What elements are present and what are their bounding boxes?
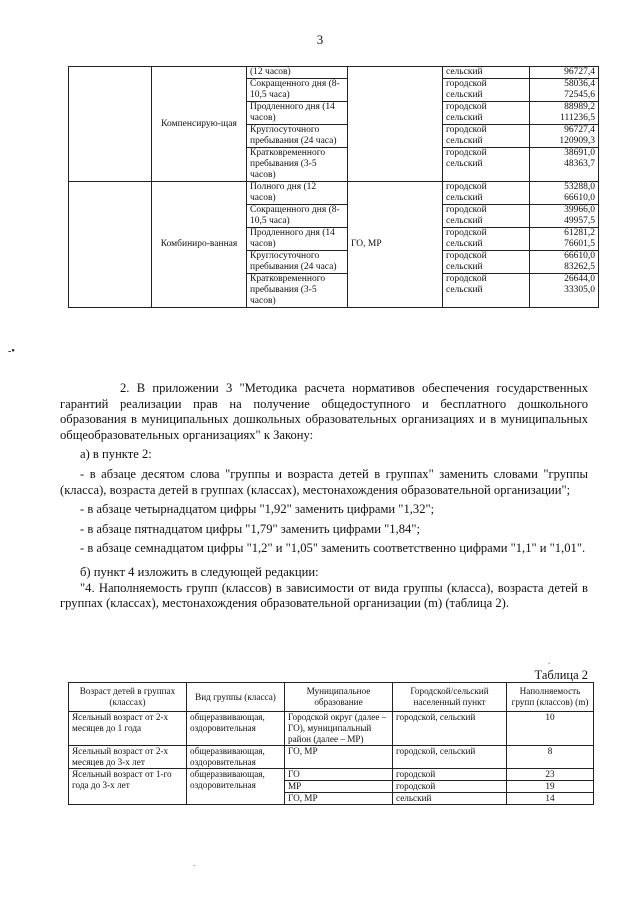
settlement-line: городской bbox=[446, 251, 487, 261]
occupancy-cell: 8 bbox=[507, 746, 594, 769]
value-cell bbox=[530, 251, 599, 274]
settlement-cell bbox=[443, 102, 530, 125]
settlement-line: городской bbox=[446, 79, 487, 89]
value-line: 39966,0 bbox=[564, 205, 595, 215]
mode-cell: Кратковременного пребывания (3-5 часов) bbox=[247, 274, 348, 308]
value-cell bbox=[530, 205, 599, 228]
value-line: 53288,0 bbox=[564, 182, 595, 192]
subpoint-a: а) в пункте 2: bbox=[80, 447, 152, 462]
mode-cell: Полного дня (12 часов) bbox=[247, 182, 348, 205]
table-row bbox=[69, 769, 594, 781]
blank-cell bbox=[69, 182, 152, 308]
settlement-line: сельский bbox=[446, 90, 483, 100]
table-row bbox=[69, 746, 594, 769]
subpoint-b: б) пункт 4 изложить в следующей редакции: bbox=[80, 564, 319, 579]
value-line: 33305,0 bbox=[564, 285, 595, 295]
age-cell: Ясельный возраст от 2-х месяцев до 3-х лет bbox=[69, 746, 187, 769]
municipal-cell: ГО, МР bbox=[348, 182, 443, 308]
settlement-line: городской bbox=[446, 228, 487, 238]
mode-cell: Продленного дня (14 часов) bbox=[247, 102, 348, 125]
settlement-line: сельский bbox=[446, 285, 483, 295]
mode-cell: Круглосуточного пребывания (24 часа) bbox=[247, 251, 348, 274]
settlement-cell: городской bbox=[393, 781, 507, 793]
value-cell bbox=[530, 79, 599, 102]
amendment-text bbox=[60, 381, 588, 612]
settlement-cell bbox=[443, 125, 530, 148]
settlement-cell bbox=[443, 228, 530, 251]
col-age: Возраст детей в группах (классах) bbox=[69, 683, 187, 712]
value-line: 61281,2 bbox=[564, 228, 595, 238]
scan-dot: . bbox=[193, 858, 196, 868]
municipal-cell: ГО bbox=[285, 769, 393, 781]
value-line: 26644,0 bbox=[564, 274, 595, 284]
kind-cell: общеразвивающая, оздоровительная bbox=[187, 769, 285, 805]
occupancy-table bbox=[68, 682, 594, 805]
kind-cell: общеразвивающая, оздоровительная bbox=[187, 712, 285, 746]
value-cell bbox=[530, 102, 599, 125]
age-cell: Ясельный возраст от 1-го года до 3-х лет bbox=[69, 769, 187, 805]
col-kind: Вид группы (класса) bbox=[187, 683, 285, 712]
occupancy-cell: 14 bbox=[507, 793, 594, 805]
margin-mark: -• bbox=[8, 346, 15, 357]
table-2-label: Таблица 2 bbox=[534, 668, 588, 682]
value-line: 38691,0 bbox=[564, 148, 595, 158]
settlement-line: сельский bbox=[446, 136, 483, 146]
col-occupancy: Наполняемость групп (классов) (m) bbox=[507, 683, 594, 712]
settlement-cell bbox=[443, 205, 530, 228]
amend-item-15: - в абзаце пятнадцатом цифры "1,79" заменить цифрами "1,84"; bbox=[80, 521, 420, 536]
value-line: 49957,5 bbox=[564, 216, 595, 226]
settlement-cell bbox=[443, 67, 530, 79]
occupancy-cell: 23 bbox=[507, 769, 594, 781]
value-line: 88989,2 bbox=[564, 102, 595, 112]
settlement-cell: сельский bbox=[393, 793, 507, 805]
value-line: 66610,0 bbox=[564, 193, 595, 203]
municipal-cell: МР bbox=[285, 781, 393, 793]
mode-cell: Сокращенного дня (8-10,5 часа) bbox=[247, 79, 348, 102]
blank-cell bbox=[69, 67, 152, 182]
municipal-cell bbox=[348, 67, 443, 182]
mode-cell: Кратковременного пребывания (3-5 часов) bbox=[247, 148, 348, 182]
amend-item-17: - в абзаце семнадцатом цифры "1,2" и "1,05" заменить соответственно цифрами "1,1" и "1,01". bbox=[80, 541, 586, 556]
settlement-line: сельский bbox=[446, 216, 483, 226]
occupancy-cell: 10 bbox=[507, 712, 594, 746]
value-cell bbox=[530, 274, 599, 308]
value-line: 120909,3 bbox=[559, 136, 595, 146]
value-line: 76601,5 bbox=[564, 239, 595, 249]
settlement-line: городской bbox=[446, 182, 487, 192]
settlement-line: городской bbox=[446, 125, 487, 135]
value-line: 96727,4 bbox=[564, 67, 595, 77]
settlement-cell bbox=[443, 79, 530, 102]
kind-cell: общеразвивающая, оздоровительная bbox=[187, 746, 285, 769]
settlement-line: сельский bbox=[446, 67, 483, 77]
settlement-cell: городской, сельский bbox=[393, 712, 507, 746]
value-line: 58036,4 bbox=[564, 79, 595, 89]
table-header-row bbox=[69, 683, 594, 712]
group-type-cell: Комбиниро-ванная bbox=[152, 182, 247, 308]
table-row bbox=[69, 182, 599, 205]
page-number: 3 bbox=[316, 32, 324, 47]
settlement-cell: городской bbox=[393, 769, 507, 781]
point-4-text: "4. Наполняемость групп (классов) в зависимости от вида группы (класса), возраста детей в группах (классах), местонахождения образовательной организации (m) (таблица 2). bbox=[60, 580, 588, 611]
mode-cell: (12 часов) bbox=[247, 67, 348, 79]
settlement-line: городской bbox=[446, 148, 487, 158]
mode-cell: Круглосуточного пребывания (24 часа) bbox=[247, 125, 348, 148]
mode-cell: Сокращенного дня (8-10,5 часа) bbox=[247, 205, 348, 228]
settlement-line: городской bbox=[446, 274, 487, 284]
value-line: 83262,5 bbox=[564, 262, 595, 272]
value-line: 111236,5 bbox=[560, 113, 595, 123]
settlement-line: сельский bbox=[446, 159, 483, 169]
settlement-cell: городской, сельский bbox=[393, 746, 507, 769]
municipal-cell: ГО, МР bbox=[285, 793, 393, 805]
settlement-cell bbox=[443, 182, 530, 205]
settlement-line: сельский bbox=[446, 113, 483, 123]
col-settlement: Городской/сельский населенный пункт bbox=[393, 683, 507, 712]
norms-table bbox=[68, 66, 599, 308]
settlement-line: городской bbox=[446, 205, 487, 215]
group-type-cell: Компенсирую-щая bbox=[152, 67, 247, 182]
mode-cell: Продленного дня (14 часов) bbox=[247, 228, 348, 251]
settlement-line: сельский bbox=[446, 262, 483, 272]
value-cell bbox=[530, 125, 599, 148]
table-row bbox=[69, 67, 599, 79]
table-row bbox=[69, 712, 594, 746]
paragraph-2: 2. В приложении 3 "Методика расчета нормативов обеспечения государственных гарантий реализации прав на получение общедоступного и бесплатного дошкольного образования в муниципальных дошкольных образовательных организациях и в муниципальных общеобразовательных организациях" к Закону: bbox=[60, 381, 588, 442]
age-cell: Ясельный возраст от 2-х месяцев до 1 года bbox=[69, 712, 187, 746]
value-cell bbox=[530, 228, 599, 251]
col-municipal: Муниципальное образование bbox=[285, 683, 393, 712]
settlement-line: городской bbox=[446, 102, 487, 112]
settlement-line: сельский bbox=[446, 239, 483, 249]
value-cell bbox=[530, 148, 599, 182]
municipal-cell: ГО, МР bbox=[285, 746, 393, 769]
amend-item-10: - в абзаце десятом слова "группы и возраста детей в группах" заменить словами "группы (класса), возраста детей в группах (классах), местонахождения образовательной организации"; bbox=[60, 466, 588, 497]
value-line: 72545,6 bbox=[564, 90, 595, 100]
value-line: 66610,0 bbox=[564, 251, 595, 261]
municipal-cell: Городской округ (далее – ГО), муниципальный район (далее – МР) bbox=[285, 712, 393, 746]
value-line: 48363,7 bbox=[564, 159, 595, 169]
settlement-cell bbox=[443, 148, 530, 182]
amend-item-14: - в абзаце четырнадцатом цифры "1,92" заменить цифрами "1,32"; bbox=[80, 502, 435, 517]
value-cell bbox=[530, 67, 599, 79]
settlement-line: сельский bbox=[446, 193, 483, 203]
scan-dot: . bbox=[548, 656, 551, 666]
value-line: 96727,4 bbox=[564, 125, 595, 135]
settlement-cell bbox=[443, 251, 530, 274]
value-cell bbox=[530, 182, 599, 205]
occupancy-cell: 19 bbox=[507, 781, 594, 793]
settlement-cell bbox=[443, 274, 530, 308]
